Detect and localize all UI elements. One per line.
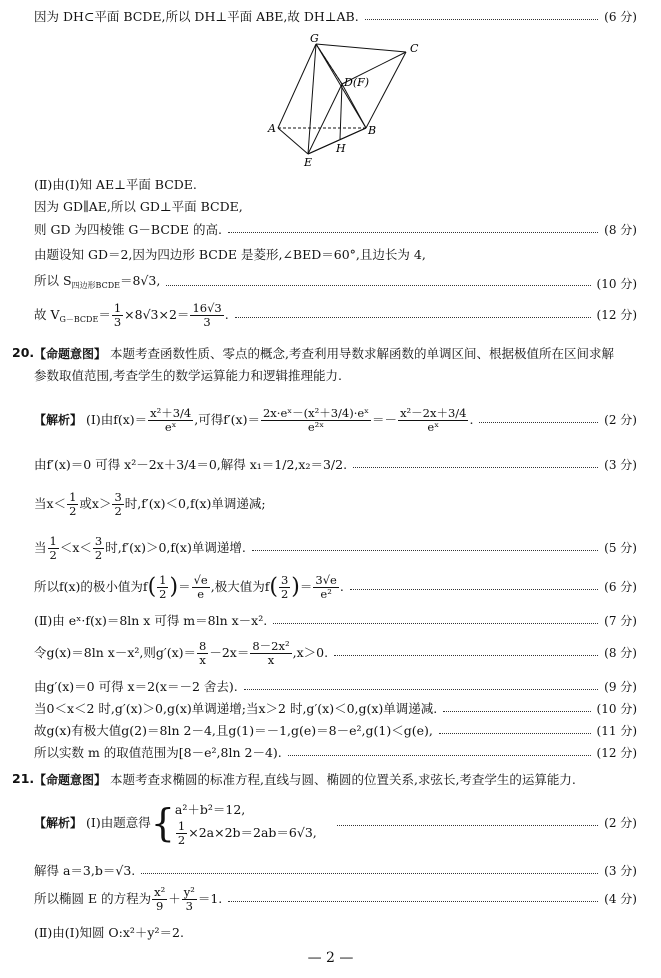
numerator: 1 [49, 533, 57, 548]
score-mark: (3 分) [604, 864, 637, 878]
numerator: 1 [113, 300, 122, 315]
score-mark: (10 分) [596, 276, 637, 291]
score-mark: (3 分) [604, 458, 637, 472]
text: . [469, 411, 474, 427]
leader-dots [252, 550, 598, 551]
text: 时,f′(x)＜0,f(x)单调递减; [124, 496, 266, 511]
intro-line [34, 367, 637, 385]
text: ＝8√3, [119, 273, 161, 288]
solution-line [34, 534, 637, 562]
text: ＝ [178, 578, 191, 594]
fraction [313, 574, 338, 601]
text: ×8√3×2＝ [124, 306, 190, 322]
numerator: x² [154, 884, 166, 899]
denominator: 2 [280, 586, 289, 601]
score-mark: (4 分) [604, 892, 637, 906]
text: 时,f′(x)＞0,f(x)单调递增. [105, 539, 246, 555]
text: 由g′(x)＝0 可得 x＝2(x＝－2 舍去). [34, 679, 238, 694]
equation-system [175, 800, 317, 847]
fraction [112, 302, 123, 329]
numerator: 1 [69, 490, 77, 504]
paren: ) [291, 574, 300, 599]
denominator: e²ˣ [307, 419, 325, 434]
subscript: 四边形BCDE [71, 281, 120, 290]
leader-dots [273, 623, 598, 624]
denominator: e² [320, 586, 332, 601]
intro-line [34, 345, 637, 363]
question-number: 20. [12, 345, 35, 360]
text: (Ⅰ)由题意得 [86, 815, 151, 830]
denominator: 3 [113, 314, 122, 329]
text: 所以 S [34, 273, 72, 288]
numerator: √e [193, 572, 208, 587]
solution-line [34, 246, 637, 264]
fraction [182, 886, 197, 913]
solution-line [34, 456, 637, 474]
fraction [190, 302, 223, 329]
text: 所以椭圆 E 的方程为 [34, 890, 152, 906]
text: 由f′(x)＝0 可得 x²－2x＋3/4＝0,解得 x₁＝1/2,x₂＝3/2. [34, 457, 348, 472]
numerator: 8－2x² [252, 638, 290, 653]
paren: ) [169, 574, 179, 599]
solution-line [34, 638, 637, 668]
solution-line [34, 700, 637, 718]
score-mark: (8 分) [604, 223, 637, 237]
text [34, 800, 317, 847]
fraction [192, 574, 210, 601]
solution-line [34, 744, 637, 762]
leader-dots [228, 901, 598, 902]
leader-dots [443, 711, 590, 712]
leader-dots [244, 689, 598, 690]
text: 当 [34, 539, 47, 555]
numerator: 16√3 [192, 300, 222, 315]
text: 当x＜ [34, 496, 67, 511]
denominator: x [199, 652, 206, 667]
solution-line [34, 884, 637, 914]
fraction [67, 491, 78, 518]
text: 令g(x)＝8ln x－x²,则g′(x)＝ [34, 644, 197, 660]
text: . [339, 578, 344, 594]
denominator: eˣ [427, 419, 440, 434]
text: 因为 DH⊂平面 BCDE,所以 DH⊥平面 ABE,故 DH⊥AB. [34, 9, 359, 24]
text: ,极大值为f [210, 578, 270, 594]
leader-dots [350, 589, 598, 590]
fraction [197, 640, 208, 667]
fraction [112, 491, 123, 518]
fraction [176, 820, 187, 847]
text: ＝ [98, 306, 111, 322]
leader-dots [353, 467, 598, 468]
section-tag: 【命题意图】 [34, 773, 107, 787]
solution-line [34, 796, 637, 850]
text: ＝ [299, 578, 313, 594]
solution-line [34, 572, 637, 602]
numerator: x²＋3/4 [150, 405, 192, 420]
score-mark: (2 分) [604, 413, 637, 427]
text: 本题考查函数性质、零点的概念,考查利用导数求解函数的单调区间、根据极值所在区间求解 [110, 346, 614, 361]
geometry-figure [262, 34, 432, 170]
fraction [48, 535, 59, 562]
numerator: 1 [177, 818, 186, 833]
denominator: 2 [114, 504, 122, 518]
text: (Ⅱ)由(Ⅰ)知圆 O:x²＋y²＝2. [34, 925, 184, 940]
leader-dots [439, 733, 591, 734]
text [34, 535, 246, 562]
figure-label-df: D(F) [344, 76, 370, 89]
fraction [93, 535, 104, 562]
text: 参数取值范围,考查学生的数学运算能力和逻辑推理能力. [34, 368, 342, 383]
solution-line [34, 398, 637, 442]
equation: a²＋b²＝12, [174, 801, 246, 817]
figure-label-h: H [336, 142, 346, 155]
denominator: 2 [159, 586, 167, 601]
numerator: 3 [94, 533, 103, 548]
fraction [152, 886, 167, 913]
text: 所以f(x)的极小值为f [34, 578, 148, 594]
score-mark: (10 分) [596, 702, 637, 716]
leader-dots [235, 317, 591, 318]
question-number: 21. [12, 771, 35, 786]
text: ,可得f′(x)＝ [194, 411, 260, 427]
fraction [148, 407, 193, 434]
text [34, 574, 344, 601]
text: (Ⅰ)由f(x)＝ [86, 411, 148, 427]
text [34, 886, 222, 913]
leader-dots [141, 873, 598, 874]
figure-label-e: E [304, 156, 313, 169]
intro-line [34, 771, 637, 789]
text [34, 272, 160, 295]
numerator: 1 [159, 572, 167, 587]
score-mark: (2 分) [604, 816, 637, 830]
score-mark: (11 分) [596, 724, 637, 738]
text: ＝－ [372, 411, 398, 427]
leader-dots [288, 755, 591, 756]
solution-line [34, 678, 637, 696]
leader-dots [337, 825, 598, 826]
solution-line [34, 8, 637, 26]
score-mark: (5 分) [604, 541, 637, 555]
text: 故g(x)有极大值g(2)＝8ln 2－4,且g(1)＝－1,g(e)＝8－e²,g(1)＜g(e), [34, 723, 433, 738]
denominator: 3 [203, 314, 211, 329]
text: ＝1. [197, 890, 223, 906]
text [34, 640, 328, 667]
denominator: 2 [177, 832, 186, 847]
subscript: G－BCDE [59, 314, 99, 324]
solution-line [34, 924, 637, 942]
text: 由题设知 GD＝2,因为四边形 BCDE 是菱形,∠BED＝60°,且边长为 4, [34, 247, 426, 262]
fraction [279, 574, 290, 601]
leader-dots [228, 232, 598, 233]
text: (Ⅱ)由(Ⅰ)知 AE⊥平面 BCDE. [34, 177, 197, 192]
numerator: 2x·eˣ－(x²＋3/4)·eˣ [262, 405, 370, 420]
text: 或x＞ [79, 496, 112, 511]
leader-dots [479, 422, 598, 423]
score-mark: (8 分) [604, 646, 637, 660]
text: ×2a×2b＝2ab＝6√3, [188, 824, 317, 840]
score-mark: (6 分) [604, 10, 637, 24]
solution-line [34, 300, 637, 330]
text: 因为 GD∥AE,所以 GD⊥平面 BCDE, [34, 199, 243, 214]
numerator: 3√e [315, 572, 337, 587]
text: 则 GD 为四棱锥 G－BCDE 的高. [34, 222, 222, 237]
denominator: 9 [155, 898, 164, 913]
fraction [157, 574, 168, 601]
text: . [224, 306, 229, 322]
solution-line [34, 491, 637, 519]
text: ＜x＜ [59, 539, 92, 555]
denominator: eˣ [164, 419, 177, 434]
denominator: 2 [49, 547, 57, 562]
score-mark: (12 分) [596, 308, 637, 322]
solution-line [34, 272, 637, 295]
denominator: e [197, 586, 205, 601]
score-mark: (12 分) [596, 746, 637, 760]
fraction [398, 407, 468, 434]
text: ＋ [168, 890, 181, 906]
text [34, 407, 473, 434]
score-mark: (7 分) [604, 614, 637, 628]
page-number: — 2 — [307, 950, 354, 966]
solution-line [34, 198, 637, 216]
leader-dots [166, 285, 590, 286]
equation [175, 820, 317, 847]
solution-line [34, 176, 637, 194]
score-mark: (6 分) [604, 580, 637, 594]
section-tag: 【解析】 [34, 816, 83, 830]
text: 故 V [34, 306, 60, 322]
numerator: 3 [280, 572, 289, 587]
text: (Ⅱ)由 eˣ·f(x)＝8ln x 可得 m＝8ln x－x². [34, 613, 268, 628]
section-tag: 【命题意图】 [34, 347, 107, 361]
fraction [261, 407, 371, 434]
figure-label-a: A [268, 122, 276, 135]
solution-line [34, 862, 637, 880]
figure-label-g: G [310, 34, 319, 45]
denominator: 2 [69, 504, 77, 518]
figure-label-c: C [410, 42, 419, 55]
leader-dots [365, 19, 598, 20]
solution-line [34, 722, 637, 740]
text [34, 302, 229, 329]
text: ,x＞0. [292, 644, 329, 660]
text: －2x＝ [209, 644, 250, 660]
numerator: x²－2x＋3/4 [400, 405, 467, 420]
numerator: 8 [199, 638, 207, 653]
denominator: 3 [185, 898, 193, 913]
figure-label-b: B [368, 124, 377, 137]
solution-line [34, 612, 637, 630]
numerator: y² [183, 884, 195, 899]
paren: ( [269, 574, 278, 599]
text: 本题考查求椭圆的标准方程,直线与圆、椭圆的位置关系,求弦长,考查学生的运算能力. [110, 772, 576, 787]
solution-line [34, 221, 637, 239]
leader-dots [334, 655, 598, 656]
score-mark: (9 分) [604, 680, 637, 694]
brace: { [150, 801, 175, 845]
text: 当0＜x＜2 时,g′(x)＞0,g(x)单调递增;当x＞2 时,g′(x)＜0,g(x)单调递减. [34, 701, 438, 716]
numerator: 3 [114, 490, 122, 504]
text: 所以实数 m 的取值范围为[8－e²,8ln 2－4). [34, 745, 282, 760]
denominator: 2 [94, 547, 103, 562]
denominator: x [267, 652, 275, 667]
paren: ( [147, 574, 157, 599]
section-tag: 【解析】 [34, 412, 83, 427]
fraction [250, 640, 291, 667]
text: 解得 a＝3,b＝√3. [34, 863, 136, 878]
